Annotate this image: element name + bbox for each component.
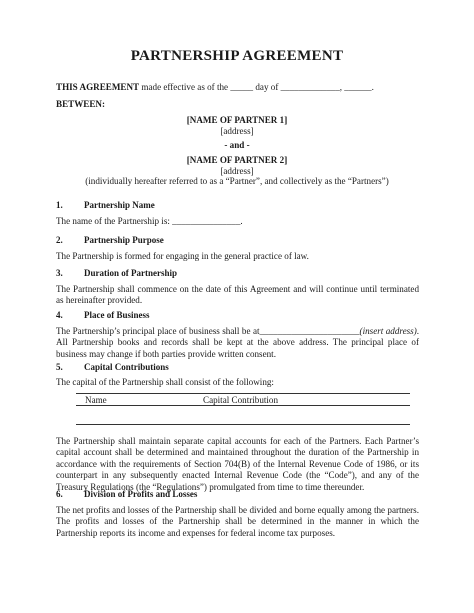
partner2-name: [NAME OF PARTNER 2] bbox=[186, 155, 288, 165]
partner1-name: [NAME OF PARTNER 1] bbox=[186, 115, 288, 125]
table-top-rule bbox=[76, 393, 410, 394]
section-5-heading: Capital Contributions bbox=[84, 362, 169, 372]
section-6-heading: Division of Profits and Losses bbox=[84, 489, 198, 499]
section-1-heading: Partnership Name bbox=[84, 200, 155, 210]
section-1-text: The name of the Partnership is: _______________. bbox=[56, 216, 243, 226]
partner-definition-note: (individually hereafter referred to as a “Partner”, and collectively as the “Partners”) bbox=[85, 176, 389, 186]
section-1-number: 1. bbox=[56, 200, 63, 210]
table-header-contribution: Capital Contribution bbox=[203, 395, 279, 405]
section-2-text: The Partnership is formed for engaging in the general practice of law. bbox=[56, 251, 309, 261]
section-5-intro: The capital of the Partnership shall consist of the following: bbox=[56, 377, 274, 387]
section-6-text: The net profits and losses of the Partnership shall be divided and borne equally among the partners. The profits and losses of the Partnership shall be determined in the manner in which the Partnership reports its income and expenses for federal income tax purposes. bbox=[56, 505, 419, 538]
intro-lead: THIS AGREEMENT bbox=[56, 82, 140, 92]
document-title: PARTNERSHIP AGREEMENT bbox=[130, 48, 344, 64]
place-text-a: The Partnership’s principal place of business shall be at______________________ bbox=[56, 326, 360, 336]
section-5-number: 5. bbox=[56, 362, 63, 372]
capital-accounts-text: The Partnership shall maintain separate capital accounts for each of the Partners. Each Partner’s capital account shall be determined and maintained throughout the duration of the Partnership in accordance with the requirements of Section 704(B) of the Internal Revenue Code of 1986, or its counterpart in any subsequently enacted Internal Revenue Code (the “Code”), and any of the Treasury Regulations (the “Regulations”) promulgated from time to time thereunder. bbox=[56, 436, 419, 492]
table-bottom-rule bbox=[76, 424, 410, 425]
intro-line bbox=[56, 82, 374, 94]
partner1-address: [address] bbox=[220, 126, 254, 136]
table-header-name: Name bbox=[85, 395, 107, 405]
place-text-b: . All Partnership books and records shall be kept at the above address. The principal place of business may change if both parties provide written consent. bbox=[56, 326, 420, 359]
section-2-heading: Partnership Purpose bbox=[84, 235, 164, 245]
between-label: BETWEEN: bbox=[56, 99, 106, 109]
partner2-address: [address] bbox=[220, 166, 254, 176]
section-3-number: 3. bbox=[56, 268, 63, 278]
and-separator: - and - bbox=[224, 140, 250, 150]
table-header-rule bbox=[76, 405, 410, 406]
section-3-heading: Duration of Partnership bbox=[84, 268, 177, 278]
section-6-number: 6. bbox=[56, 489, 63, 499]
place-insert-note: (insert address) bbox=[359, 326, 417, 336]
section-2-number: 2. bbox=[56, 235, 63, 245]
section-4-heading: Place of Business bbox=[84, 310, 150, 320]
section-4-text bbox=[56, 326, 419, 360]
intro-rest: made effective as of the _____ day of _____________, ______. bbox=[139, 82, 374, 92]
section-3-text: The Partnership shall commence on the date of this Agreement and will continue until terminated as hereinafter provided. bbox=[56, 284, 419, 306]
section-4-number: 4. bbox=[56, 310, 63, 320]
